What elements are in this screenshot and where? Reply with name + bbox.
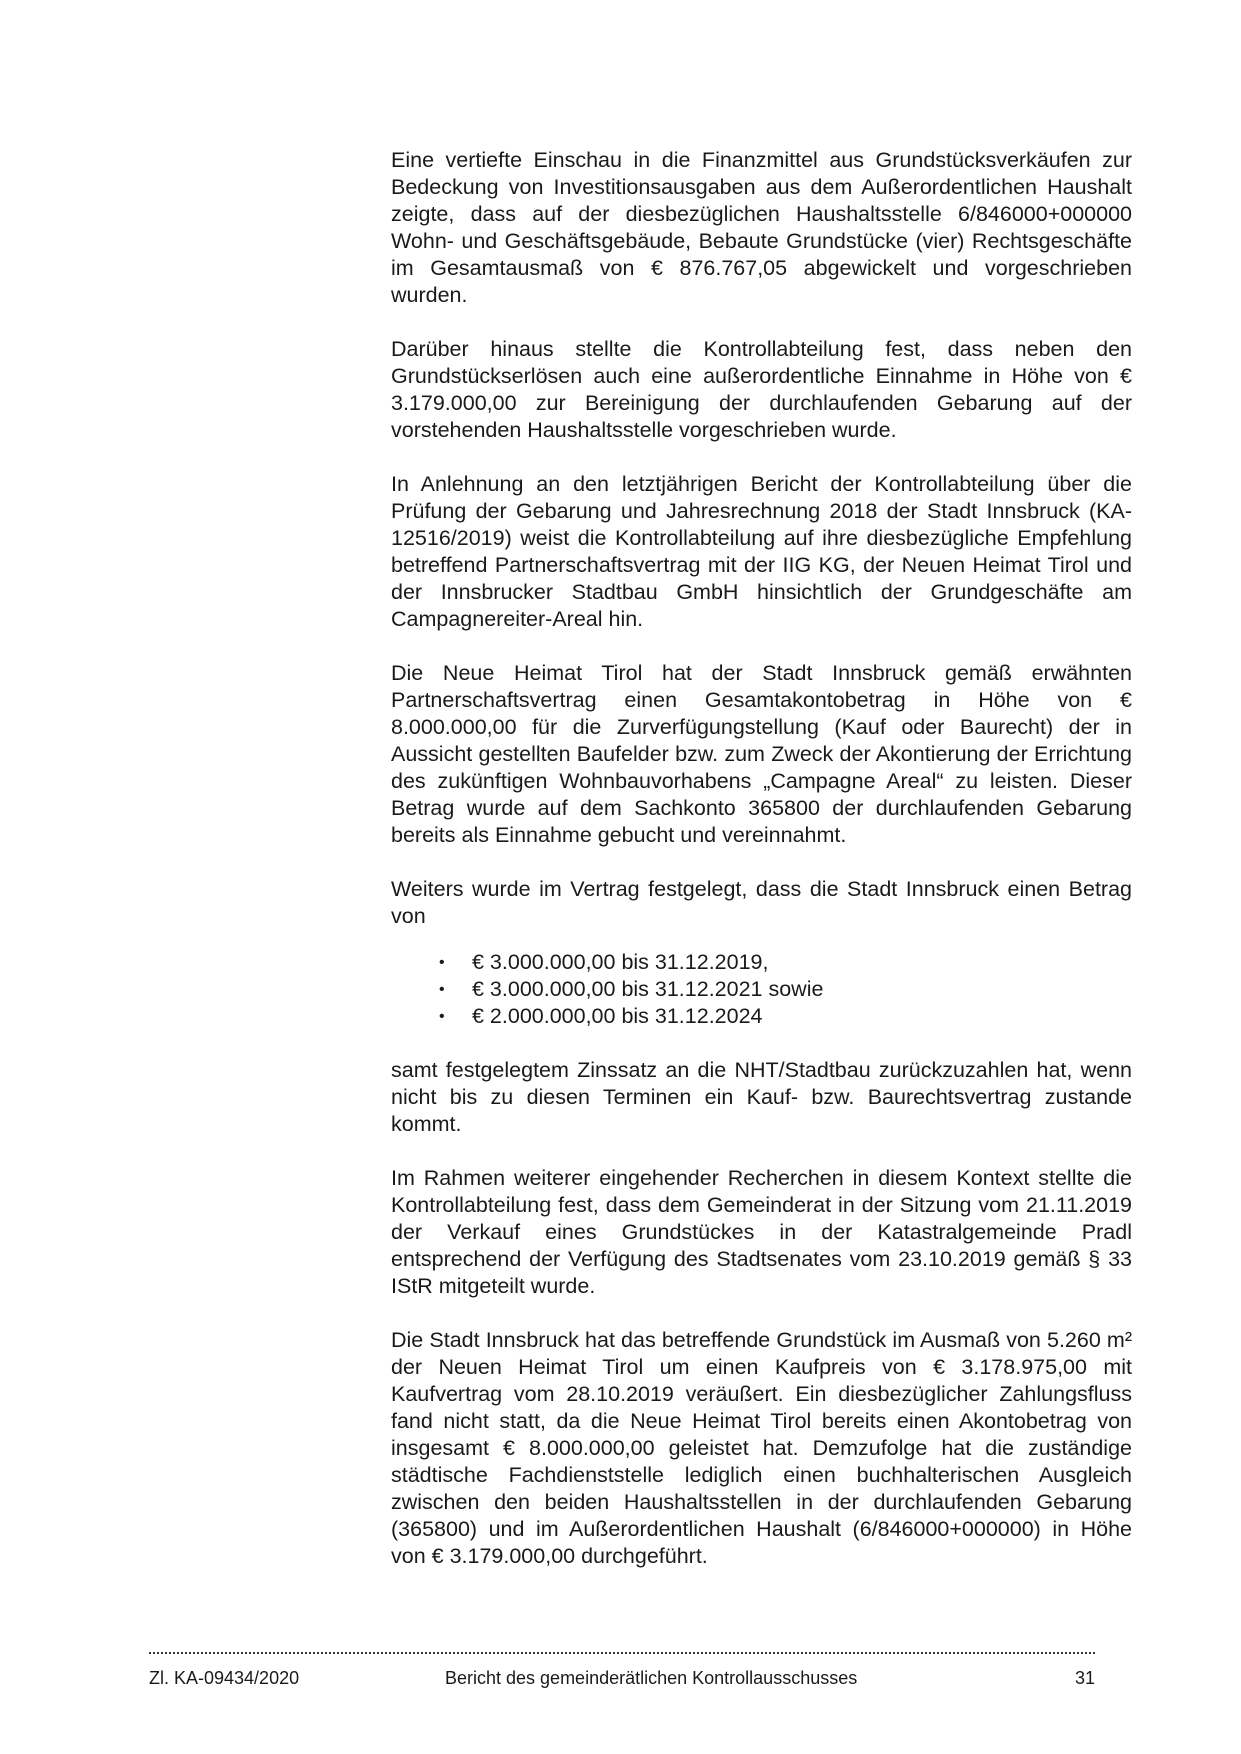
list-item bbox=[439, 949, 1132, 976]
bullet-icon: • bbox=[439, 981, 445, 998]
bullet-icon: • bbox=[439, 954, 445, 971]
document-reference: Zl. KA-09434/2020 bbox=[149, 1668, 300, 1688]
list-item-text: € 3.000.000,00 bis 31.12.2021 sowie bbox=[472, 977, 824, 1001]
page-footer bbox=[149, 1666, 1095, 1690]
paragraph-grundstuecksverkaeufe: Eine vertiefte Einschau in die Finanzmittel aus Grundstücksverkäufen zur Bedeckung von Investitionsausgaben aus dem Außerordentlichen Haushalt zeigte, dass auf der diesbezüglichen Haushaltsstelle 6/846000+000000 Wohn- und Geschäftsgebäude, Bebaute Grundstücke (vier) Rechtsgeschäfte im Gesamtausmaß von € 876.767,05 abgewickelt und vorgeschrieben wurden. bbox=[391, 148, 1132, 307]
report-body bbox=[391, 147, 1132, 1597]
list-item-text: € 2.000.000,00 bis 31.12.2024 bbox=[472, 1004, 763, 1028]
paragraph-gemeinderat-verkauf: Im Rahmen weiterer eingehender Recherchen in diesem Kontext stellte die Kontrollabteilung fest, dass dem Gemeinderat in der Sitzung vom 21.11.2019 der Verkauf eines Grundstückes in der Katastralgemeinde Pradl entsprechend der Verfügung des Stadtsenates vom 23.10.2019 gemäß § 33 IStR mitgeteilt wurde. bbox=[391, 1166, 1132, 1298]
paragraph-akontobetrag: Die Neue Heimat Tirol hat der Stadt Innsbruck gemäß erwähnten Partnerschaftsvertrag einen Gesamtakontobetrag in Höhe von € 8.000.000,00 für die Zurverfügungstellung (Kauf oder Baurecht) der in Aussicht gestellten Baufelder bzw. zum Zweck der Akontierung der Errichtung des zukünftigen Wohnbauvorhabens „Campagne Areal“ zu leisten. Dieser Betrag wurde auf dem Sachkonto 365800 der durchlaufenden Gebarung bereits als Einnahme gebucht und vereinnahmt. bbox=[391, 661, 1132, 847]
bullet-icon: • bbox=[439, 1008, 445, 1025]
list-item-text: € 3.000.000,00 bis 31.12.2019, bbox=[472, 950, 769, 974]
footer-divider bbox=[149, 1652, 1095, 1654]
paragraph-rueckzahlung-intro: Weiters wurde im Vertrag festgelegt, dass die Stadt Innsbruck einen Betrag von bbox=[391, 877, 1132, 928]
list-item bbox=[439, 976, 1132, 1003]
page-number: 31 bbox=[1074, 1668, 1095, 1688]
report-title: Bericht des gemeinderätlichen Kontrollausschusses bbox=[445, 1668, 858, 1688]
paragraph-partnerschaftsvertrag-empfehlung: In Anlehnung an den letztjährigen Bericht der Kontrollabteilung über die Prüfung der Gebarung und Jahresrechnung 2018 der Stadt Innsbruck (KA-12516/2019) weist die Kontrollabteilung auf ihre diesbezügliche Empfehlung betreffend Partnerschaftsvertrag mit der IIG KG, der Neuen Heimat Tirol und der Innsbrucker Stadtbau GmbH hinsichtlich der Grundgeschäfte am Campagnereiter-Areal hin. bbox=[391, 472, 1132, 631]
paragraph-ausserordentliche-einnahme: Darüber hinaus stellte die Kontrollabteilung fest, dass neben den Grundstückserlösen auch eine außerordentliche Einnahme in Höhe von € 3.179.000,00 zur Bereinigung der durchlaufenden Gebarung auf der vorstehenden Haushaltsstelle vorgeschrieben wurde. bbox=[391, 337, 1132, 442]
repayment-schedule-list bbox=[391, 930, 1132, 1030]
paragraph-kaufvertrag-ausgleich: Die Stadt Innsbruck hat das betreffende Grundstück im Ausmaß von 5.260 m² der Neuen Heimat Tirol um einen Kaufpreis von € 3.178.975,00 mit Kaufvertrag vom 28.10.2019 veräußert. Ein diesbezüglicher Zahlungsfluss fand nicht statt, da die Neue Heimat Tirol bereits einen Akontobetrag von insgesamt € 8.000.000,00 geleistet hat. Demzufolge hat die zuständige städtische Fachdienststelle lediglich einen buchhalterischen Ausgleich zwischen den beiden Haushaltsstellen in der durchlaufenden Gebarung (365800) und im Außerordentlichen Haushalt (6/846000+000000) in Höhe von € 3.179.000,00 durchgeführt. bbox=[391, 1328, 1132, 1568]
list-item bbox=[439, 1003, 1132, 1030]
paragraph-zinssatz: samt festgelegtem Zinssatz an die NHT/Stadtbau zurückzuzahlen hat, wenn nicht bis zu diesen Terminen ein Kauf- bzw. Baurechtsvertrag zustande kommt. bbox=[391, 1058, 1132, 1136]
